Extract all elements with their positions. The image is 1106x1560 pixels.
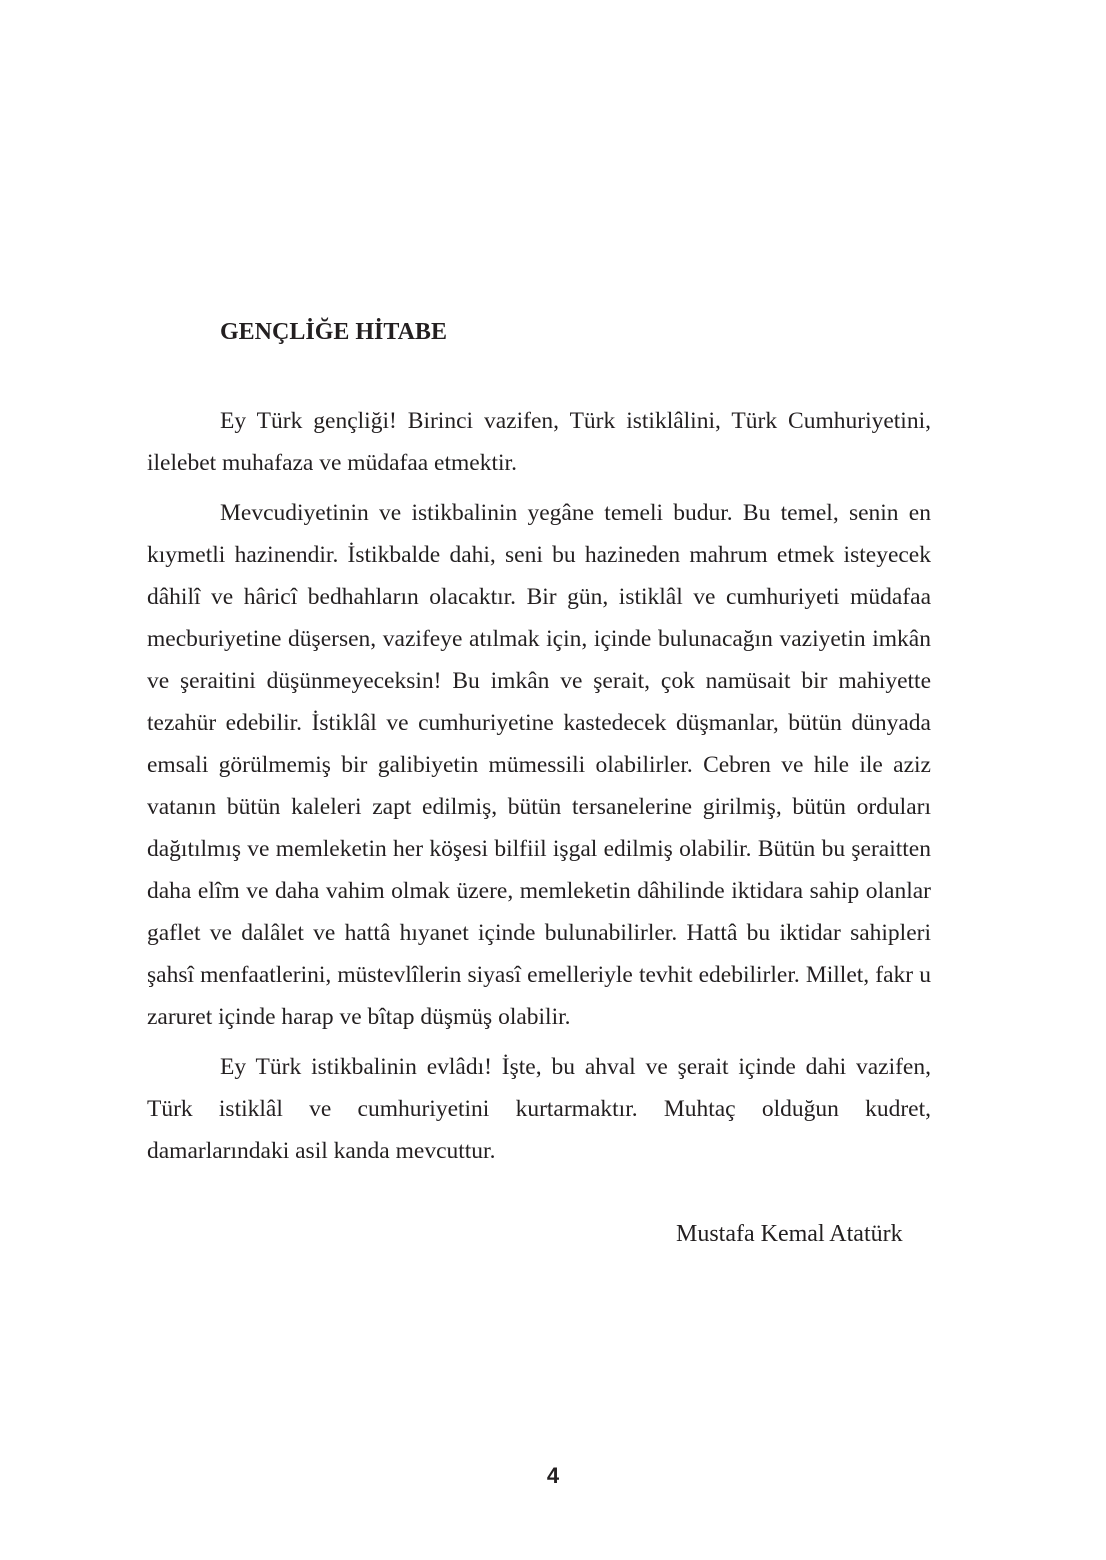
signature: Mustafa Kemal Atatürk	[676, 1221, 903, 1247]
document-body	[147, 400, 931, 1180]
paragraph-1: Ey Türk gençliği! Birinci vazifen, Türk istiklâlini, Türk Cumhuriyetini, ilelebet muhafaza ve müdafaa etmektir.	[147, 408, 931, 476]
paragraph-3: Ey Türk istikbalinin evlâdı! İşte, bu ahval ve şerait içinde dahi vazifen, Türk istiklâl ve cumhuriyetini kurtarmaktır. Muhtaç olduğun kudret, damarlarındaki asil kanda mevcuttur.	[147, 1054, 931, 1164]
page-title: GENÇLİĞE HİTABE	[220, 319, 447, 345]
paragraph-2: Mevcudiyetinin ve istikbalinin yegâne temeli budur. Bu temel, senin en kıymetli hazinendir. İstikbalde dahi, seni bu hazineden mahrum etmek isteyecek dâhilî ve hâricî bedhahların olacaktır. Bir gün, istiklâl ve cumhuriyeti müdafaa mecburiyetine düşersen, vazifeye atılmak için, içinde bulunacağın vaziyetin imkân ve şeraitini düşünmeyeceksin! Bu imkân ve şerait, çok namüsait bir mahiyette tezahür edebilir. İstiklâl ve cumhuriyetine kastedecek düşmanlar, bütün dünyada emsali görülmemiş bir galibiyetin mümessili olabilirler. Cebren ve hile ile aziz vatanın bütün kaleleri zapt edilmiş, bütün tersanelerine girilmiş, bütün orduları dağıtılmış ve memleketin her köşesi bilfiil işgal edilmiş olabilir. Bütün bu şeraitten daha elîm ve daha vahim olmak üzere, memleketin dâhilinde iktidara sahip olanlar gaflet ve dalâlet ve hattâ hıyanet içinde bulunabilirler. Hattâ bu iktidar sahipleri şahsî menfaatlerini, müstevlîlerin siyasî emelleriyle tevhit edebilirler. Millet, fakr u zaruret içinde harap ve bîtap düşmüş olabilir.	[147, 500, 931, 1030]
page-number: 4	[546, 1463, 560, 1488]
